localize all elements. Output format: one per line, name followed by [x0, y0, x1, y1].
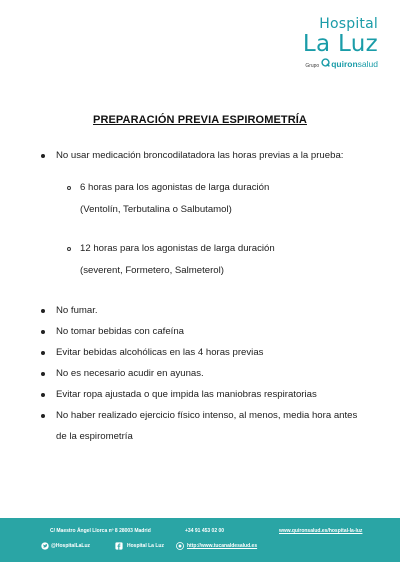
bullet-icon — [41, 309, 45, 313]
facebook-icon[interactable] — [115, 542, 123, 550]
footer-twitter-handle: @HospitalLaLuz — [51, 543, 91, 549]
blog-link-icon[interactable] — [176, 542, 184, 550]
bullet-icon — [41, 330, 45, 334]
logo-brand-quiron: quiron — [331, 59, 358, 69]
list-item: Evitar ropa ajustada o que impida las maniobras respiratorias — [56, 389, 317, 400]
sub-bullet-icon — [67, 247, 71, 251]
intro-text: No usar medicación broncodilatadora las horas previas a la prueba: — [56, 150, 344, 161]
list-item: No haber realizado ejercicio físico intenso, al menos, media hora antes — [56, 410, 358, 421]
logo-group-line — [268, 58, 378, 71]
footer-web-link[interactable]: www.quironsalud.es/hospital-la-luz — [279, 528, 363, 534]
list-item: Evitar bebidas alcohólicas en las 4 horas previas — [56, 347, 264, 358]
sub-item-1-line1: 6 horas para los agonistas de larga duración — [80, 182, 270, 193]
list-item: No fumar. — [56, 305, 98, 316]
sub-item-1-line2: (Ventolín, Terbutalina o Salbutamol) — [80, 204, 232, 215]
sub-bullet-icon — [67, 186, 71, 190]
bullet-icon — [41, 393, 45, 397]
sub-item-2-line1: 12 horas para los agonistas de larga duración — [80, 243, 275, 254]
sub-item-2-line2: (severent, Formetero, Salmeterol) — [80, 265, 224, 276]
footer-bar — [0, 518, 400, 562]
footer-address: C/ Maestro Ángel Llorca nº 8 28003 Madrid — [50, 528, 151, 534]
bullet-icon — [41, 154, 45, 158]
hospital-logo — [268, 16, 378, 71]
footer-facebook-name: Hospital La Luz — [127, 543, 164, 549]
logo-brand-salud: salud — [357, 59, 378, 69]
list-item: No tomar bebidas con cafeína — [56, 326, 184, 337]
footer-blog-link[interactable]: http://www.tucanaldesalud.es — [187, 543, 258, 549]
page-title: PREPARACIÓN PREVIA ESPIROMETRÍA — [93, 114, 307, 126]
bullet-icon — [41, 351, 45, 355]
bullet-icon — [41, 414, 45, 418]
list-item: No es necesario acudir en ayunas. — [56, 368, 204, 379]
twitter-icon[interactable] — [41, 542, 49, 550]
bullet-icon — [41, 372, 45, 376]
footer-phone: +34 91 453 02 00 — [185, 528, 225, 534]
logo-name-text: La Luz — [302, 31, 378, 57]
logo-grupo-text: Grupo — [305, 63, 320, 69]
logo-hospital-text: Hospital — [319, 16, 378, 32]
list-item-continuation: de la espirometría — [56, 431, 133, 442]
quironsalud-symbol-icon — [321, 58, 330, 67]
